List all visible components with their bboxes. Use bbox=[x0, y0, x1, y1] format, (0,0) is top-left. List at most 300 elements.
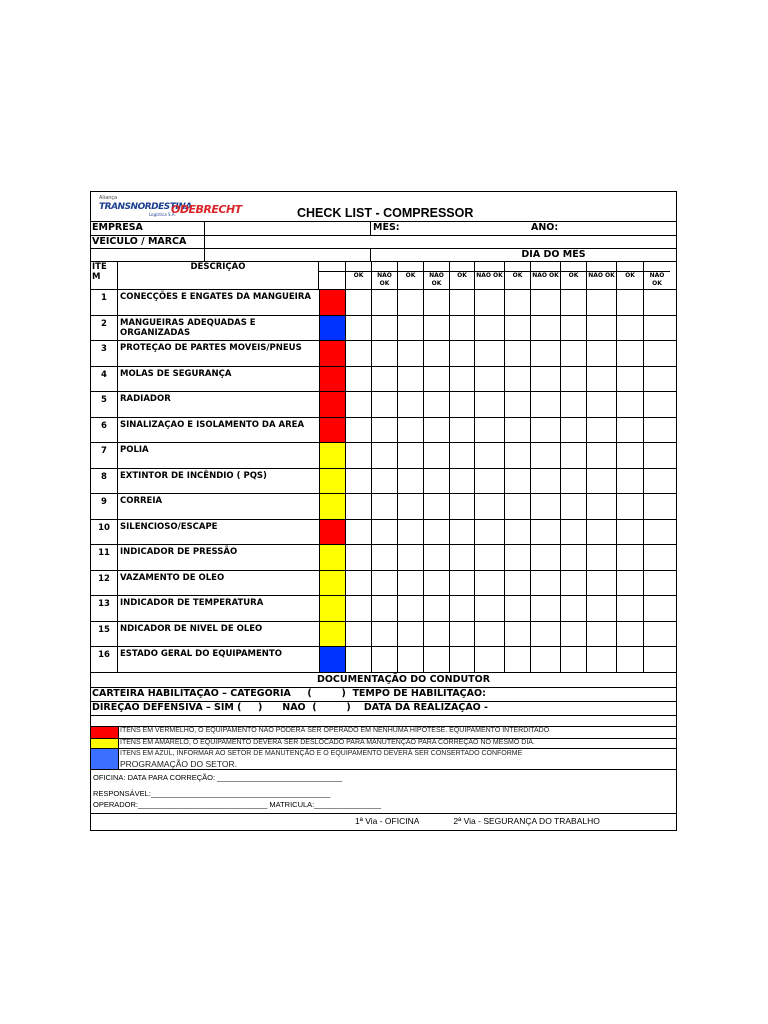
nao-ok-checkbox[interactable] bbox=[586, 596, 616, 621]
item-number: 7 bbox=[91, 443, 118, 468]
ok-checkbox[interactable] bbox=[504, 494, 530, 519]
nao-ok-checkbox[interactable] bbox=[474, 392, 504, 417]
logo-odebrecht: ODEBRECHT bbox=[171, 203, 242, 216]
nao-ok-checkbox[interactable] bbox=[586, 571, 616, 596]
item-description: MOLAS DE SEGURANÇA bbox=[120, 368, 232, 379]
severity-color-blue bbox=[319, 316, 345, 341]
ok-checkbox[interactable] bbox=[449, 469, 474, 494]
nao-ok-checkbox[interactable] bbox=[643, 622, 670, 647]
nao-ok-checkbox[interactable] bbox=[586, 341, 616, 366]
ok-checkbox[interactable] bbox=[504, 418, 530, 443]
item-description: INDICADOR DE TEMPERATURA bbox=[120, 598, 264, 608]
ok-checkbox[interactable] bbox=[345, 392, 371, 417]
ok-checkbox[interactable] bbox=[616, 520, 643, 545]
habilitacao-row bbox=[91, 688, 676, 702]
nao-ok-checkbox[interactable] bbox=[643, 545, 670, 570]
ok-checkbox[interactable] bbox=[345, 596, 371, 621]
ok-checkbox[interactable] bbox=[504, 596, 530, 621]
nao-ok-checkbox[interactable] bbox=[423, 622, 449, 647]
item-description: NDICADOR DE NIVEL DE OLEO bbox=[120, 623, 263, 634]
nao-ok-column-header bbox=[586, 262, 616, 289]
legend-blue bbox=[91, 749, 676, 770]
checklist-item-row bbox=[91, 494, 676, 520]
ok-checkbox[interactable] bbox=[560, 571, 586, 596]
legend-red-swatch bbox=[91, 727, 119, 738]
nao-ok-checkbox[interactable] bbox=[530, 290, 560, 315]
checklist-item-row bbox=[91, 443, 676, 469]
responsavel-line[interactable]: RESPONSÁVEL:___________________________________________ bbox=[93, 788, 331, 798]
ok-checkbox[interactable] bbox=[345, 367, 371, 392]
nao-ok-checkbox[interactable] bbox=[530, 545, 560, 570]
nao-ok-checkbox[interactable] bbox=[371, 316, 397, 341]
severity-color-yellow bbox=[319, 596, 345, 621]
item-description: CONECÇÕES E ENGATES DA MANGUEIRA bbox=[120, 292, 311, 302]
checklist-item-row bbox=[91, 571, 676, 597]
ok-checkbox[interactable] bbox=[560, 290, 586, 315]
nao-ok-checkbox[interactable] bbox=[530, 596, 560, 621]
day-headers bbox=[345, 262, 676, 289]
nao-ok-checkbox[interactable] bbox=[423, 469, 449, 494]
nao-ok-checkbox[interactable] bbox=[643, 341, 670, 366]
ok-checkbox[interactable] bbox=[449, 520, 474, 545]
nao-ok-checkbox[interactable] bbox=[643, 494, 670, 519]
company-logo bbox=[97, 195, 242, 219]
severity-color-yellow bbox=[319, 469, 345, 494]
ok-checkbox[interactable] bbox=[560, 494, 586, 519]
ok-checkbox[interactable] bbox=[616, 494, 643, 519]
ok-checkbox[interactable] bbox=[449, 443, 474, 468]
nao-ok-checkbox[interactable] bbox=[423, 290, 449, 315]
legend-yellow bbox=[91, 739, 676, 749]
item-number: 1 bbox=[91, 290, 118, 315]
nao-ok-checkbox[interactable] bbox=[474, 443, 504, 468]
ok-checkbox[interactable] bbox=[397, 469, 423, 494]
nao-ok-checkbox[interactable] bbox=[423, 571, 449, 596]
severity-color-red bbox=[319, 367, 345, 392]
nao-ok-checkbox[interactable] bbox=[530, 418, 560, 443]
direcao-defensiva-row bbox=[91, 702, 676, 716]
nao-ok-checkbox[interactable] bbox=[474, 596, 504, 621]
ok-column-header bbox=[345, 262, 371, 289]
nao-ok-checkbox[interactable] bbox=[371, 290, 397, 315]
ok-checkbox[interactable] bbox=[449, 545, 474, 570]
ok-checkbox[interactable] bbox=[560, 392, 586, 417]
ok-checkbox[interactable] bbox=[397, 443, 423, 468]
nao-ok-checkbox[interactable] bbox=[371, 341, 397, 366]
nao-ok-checkbox[interactable] bbox=[423, 443, 449, 468]
nao-ok-checkbox[interactable] bbox=[586, 545, 616, 570]
nao-ok-checkbox[interactable] bbox=[371, 571, 397, 596]
ok-checkbox[interactable] bbox=[504, 469, 530, 494]
legend-red bbox=[91, 727, 676, 739]
ok-checkbox[interactable] bbox=[560, 367, 586, 392]
severity-color-red bbox=[319, 392, 345, 417]
nao-ok-checkbox[interactable] bbox=[423, 341, 449, 366]
ok-checkbox[interactable] bbox=[616, 367, 643, 392]
ok-column-header bbox=[449, 262, 474, 289]
nao-ok-checkbox[interactable] bbox=[643, 443, 670, 468]
item-description: MANGUEIRAS ADEQUADAS E ORGANIZADAS bbox=[120, 317, 256, 338]
ok-checkbox[interactable] bbox=[345, 341, 371, 366]
ok-checkbox[interactable] bbox=[504, 367, 530, 392]
nao-ok-checkbox[interactable] bbox=[530, 469, 560, 494]
via-1: 1ª Via - OFICINA bbox=[355, 815, 420, 826]
item-number: 9 bbox=[91, 494, 118, 519]
severity-color-red bbox=[319, 341, 345, 366]
ok-column-header bbox=[560, 262, 586, 289]
blank-cell bbox=[91, 249, 205, 261]
ok-checkbox[interactable] bbox=[345, 622, 371, 647]
ok-checkbox[interactable] bbox=[397, 647, 423, 672]
ok-checkbox[interactable] bbox=[560, 596, 586, 621]
severity-color-red bbox=[319, 290, 345, 315]
ok-checkbox[interactable] bbox=[504, 622, 530, 647]
nao-ok-checkbox[interactable] bbox=[474, 571, 504, 596]
nao-ok-checkbox[interactable] bbox=[423, 520, 449, 545]
ok-checkbox[interactable] bbox=[449, 571, 474, 596]
legend-red-text: ITENS EM VERMELHO, O EQUIPAMENTO NÃO PODERÁ SER OPERADO EM NENHUMA HIPÓTESE. EQUIPAMENTO INTERDITADO bbox=[120, 726, 550, 734]
nao-ok-checkbox[interactable] bbox=[371, 443, 397, 468]
ok-checkbox[interactable] bbox=[345, 290, 371, 315]
ok-label: OK bbox=[457, 272, 467, 279]
nao-ok-checkbox[interactable] bbox=[423, 596, 449, 621]
documentacao-title: DOCUMENTAÇÃO DO CONDUTOR bbox=[316, 673, 491, 685]
ok-checkbox[interactable] bbox=[397, 392, 423, 417]
checklist-item-row bbox=[91, 418, 676, 444]
dia-do-mes-row bbox=[91, 249, 676, 262]
ok-checkbox[interactable] bbox=[449, 316, 474, 341]
severity-color-yellow bbox=[319, 494, 345, 519]
ok-checkbox[interactable] bbox=[560, 469, 586, 494]
ok-checkbox[interactable] bbox=[616, 647, 643, 672]
nao-ok-checkbox[interactable] bbox=[530, 443, 560, 468]
severity-color-yellow bbox=[319, 545, 345, 570]
nao-ok-checkbox[interactable] bbox=[474, 520, 504, 545]
nao-ok-checkbox[interactable] bbox=[371, 622, 397, 647]
ok-checkbox[interactable] bbox=[449, 622, 474, 647]
ok-checkbox[interactable] bbox=[616, 290, 643, 315]
dia-do-mes-label: DIA DO MÊS bbox=[521, 249, 586, 260]
ok-checkbox[interactable] bbox=[616, 443, 643, 468]
item-number: 12 bbox=[91, 571, 118, 596]
ok-checkbox[interactable] bbox=[397, 571, 423, 596]
nao-ok-column-header bbox=[530, 262, 560, 289]
nao-ok-checkbox[interactable] bbox=[474, 341, 504, 366]
nao-ok-checkbox[interactable] bbox=[586, 290, 616, 315]
descricao-header bbox=[118, 262, 319, 289]
nao-ok-checkbox[interactable] bbox=[643, 520, 670, 545]
ok-label: OK bbox=[405, 272, 416, 279]
empresa-row bbox=[91, 222, 676, 236]
grid-header bbox=[91, 262, 676, 290]
ok-checkbox[interactable] bbox=[504, 571, 530, 596]
nao-ok-checkbox[interactable] bbox=[530, 341, 560, 366]
ok-checkbox[interactable] bbox=[616, 316, 643, 341]
checklist-item-row bbox=[91, 469, 676, 495]
ano-label: ANO: bbox=[531, 222, 559, 233]
empresa-field[interactable] bbox=[205, 222, 371, 235]
mes-label: MÊS: bbox=[373, 222, 400, 233]
ok-column-header bbox=[616, 262, 643, 289]
item-number: 4 bbox=[91, 367, 118, 392]
color-header bbox=[319, 262, 345, 289]
ok-checkbox[interactable] bbox=[397, 341, 423, 366]
logo-alianca: Aliança bbox=[99, 195, 118, 201]
checklist-item-row bbox=[91, 622, 676, 648]
ok-checkbox[interactable] bbox=[397, 494, 423, 519]
nao-ok-checkbox[interactable] bbox=[474, 545, 504, 570]
ok-checkbox[interactable] bbox=[449, 392, 474, 417]
ok-checkbox[interactable] bbox=[345, 316, 371, 341]
ok-checkbox[interactable] bbox=[449, 341, 474, 366]
ok-checkbox[interactable] bbox=[560, 443, 586, 468]
ok-column-header bbox=[397, 262, 423, 289]
form-footer bbox=[91, 814, 676, 830]
ok-checkbox[interactable] bbox=[504, 647, 530, 672]
item-number: 10 bbox=[91, 520, 118, 545]
logo-logistica: Logística S.A. bbox=[149, 212, 176, 217]
item-description: PROTEÇAO DE PARTES MOVEIS/PNEUS bbox=[120, 343, 302, 353]
item-number: 13 bbox=[91, 596, 118, 621]
ok-checkbox[interactable] bbox=[397, 316, 423, 341]
direcao-defensiva-text: DIREÇÃO DEFENSIVA – SIM ( ) NÃO ( ) DATA DA REALIZAÇÃO - bbox=[92, 701, 488, 713]
item-number: 8 bbox=[91, 469, 118, 494]
severity-color-blue bbox=[319, 647, 345, 672]
ok-checkbox[interactable] bbox=[449, 596, 474, 621]
ok-checkbox[interactable] bbox=[345, 571, 371, 596]
legend-yellow-text: ITENS EM AMARELO, O EQUIPAMENTO DEVERÁ SER DESLOCADO PARA MANUTENÇÃO PARA CORREÇÃO NO MESMO DIA. bbox=[120, 738, 535, 746]
legend-blue-line2: PROGRAMAÇÃO DO SETOR. bbox=[120, 758, 237, 769]
nao-ok-checkbox[interactable] bbox=[423, 367, 449, 392]
ok-checkbox[interactable] bbox=[560, 622, 586, 647]
nao-ok-column-header bbox=[643, 262, 670, 289]
nao-ok-checkbox[interactable] bbox=[423, 647, 449, 672]
nao-ok-checkbox[interactable] bbox=[586, 469, 616, 494]
nao-ok-checkbox[interactable] bbox=[643, 596, 670, 621]
severity-color-red bbox=[319, 520, 345, 545]
item-description: SILENCIOSO/ESCAPE bbox=[120, 521, 218, 532]
ok-column-header bbox=[504, 262, 530, 289]
nao-ok-checkbox[interactable] bbox=[643, 571, 670, 596]
nao-ok-checkbox[interactable] bbox=[530, 622, 560, 647]
nao-ok-checkbox[interactable] bbox=[423, 545, 449, 570]
ok-checkbox[interactable] bbox=[397, 520, 423, 545]
descricao-label: DESCRIÇÃO bbox=[190, 262, 246, 272]
ok-checkbox[interactable] bbox=[560, 341, 586, 366]
nao-ok-checkbox[interactable] bbox=[586, 392, 616, 417]
nao-ok-label: NÃO OK bbox=[429, 272, 444, 287]
ok-checkbox[interactable] bbox=[345, 494, 371, 519]
checklist-item-row bbox=[91, 596, 676, 622]
nao-ok-checkbox[interactable] bbox=[586, 418, 616, 443]
nao-ok-checkbox[interactable] bbox=[474, 367, 504, 392]
habilitacao-text: CARTEIRA HABILITAÇÃO – CATEGORIA ( ) TEMPO DE HABILITAÇÃO: bbox=[92, 687, 486, 699]
item-header: ITE M bbox=[91, 262, 118, 289]
nao-ok-checkbox[interactable] bbox=[643, 316, 670, 341]
veiculo-label: VEICULO / MARCA bbox=[91, 236, 205, 248]
checklist-item-row bbox=[91, 290, 676, 316]
nao-ok-checkbox[interactable] bbox=[530, 571, 560, 596]
checklist-item-row bbox=[91, 341, 676, 367]
ok-checkbox[interactable] bbox=[504, 290, 530, 315]
nao-ok-checkbox[interactable] bbox=[530, 494, 560, 519]
ok-label: OK bbox=[625, 272, 635, 279]
ok-checkbox[interactable] bbox=[560, 647, 586, 672]
severity-color-yellow bbox=[319, 622, 345, 647]
legend-blue-line1: ITENS EM AZUL, INFORMAR AO SETOR DE MANUTENÇÃO E O EQUIPAMENTO DEVERÁ SER CONSERTADO CONFORME bbox=[120, 749, 523, 757]
ok-checkbox[interactable] bbox=[560, 418, 586, 443]
nao-ok-column-header bbox=[423, 262, 449, 289]
checklist-item-row bbox=[91, 545, 676, 571]
ok-checkbox[interactable] bbox=[616, 596, 643, 621]
nao-ok-checkbox[interactable] bbox=[371, 469, 397, 494]
via-2: 2ª Via - SEGURANÇA DO TRABALHO bbox=[453, 815, 600, 826]
checklist-item-row bbox=[91, 647, 676, 673]
nao-ok-label: NÃO OK bbox=[649, 272, 665, 287]
page-title: CHECK LIST - COMPRESSOR bbox=[297, 206, 474, 220]
nao-ok-checkbox[interactable] bbox=[530, 316, 560, 341]
ok-checkbox[interactable] bbox=[397, 367, 423, 392]
ok-checkbox[interactable] bbox=[504, 545, 530, 570]
nao-ok-checkbox[interactable] bbox=[586, 443, 616, 468]
ok-checkbox[interactable] bbox=[504, 443, 530, 468]
operador-line[interactable]: OPERADOR:_______________________________ MATRICULA:________________ bbox=[93, 799, 381, 809]
nao-ok-label: NÃO OK bbox=[476, 272, 503, 279]
ok-checkbox[interactable] bbox=[560, 545, 586, 570]
ok-checkbox[interactable] bbox=[449, 494, 474, 519]
item-number: 2 bbox=[91, 316, 118, 341]
nao-ok-checkbox[interactable] bbox=[371, 596, 397, 621]
nao-ok-checkbox[interactable] bbox=[474, 418, 504, 443]
nao-ok-checkbox[interactable] bbox=[586, 316, 616, 341]
checklist-form bbox=[90, 191, 677, 831]
ok-checkbox[interactable] bbox=[449, 290, 474, 315]
empresa-label: EMPRESA bbox=[91, 222, 205, 235]
ok-checkbox[interactable] bbox=[560, 520, 586, 545]
nao-ok-checkbox[interactable] bbox=[474, 647, 504, 672]
nao-ok-checkbox[interactable] bbox=[474, 469, 504, 494]
ok-checkbox[interactable] bbox=[345, 520, 371, 545]
nao-ok-label: NÃO OK bbox=[532, 272, 559, 279]
nao-ok-column-header bbox=[371, 262, 397, 289]
ok-checkbox[interactable] bbox=[616, 392, 643, 417]
nao-ok-checkbox[interactable] bbox=[586, 647, 616, 672]
nao-ok-checkbox[interactable] bbox=[423, 494, 449, 519]
nao-ok-checkbox[interactable] bbox=[530, 520, 560, 545]
ok-label: OK bbox=[353, 272, 364, 279]
ok-checkbox[interactable] bbox=[616, 341, 643, 366]
nao-ok-checkbox[interactable] bbox=[643, 418, 670, 443]
ok-checkbox[interactable] bbox=[504, 316, 530, 341]
nao-ok-checkbox[interactable] bbox=[474, 290, 504, 315]
nao-ok-checkbox[interactable] bbox=[586, 494, 616, 519]
veiculo-field[interactable] bbox=[205, 236, 676, 248]
ok-checkbox[interactable] bbox=[397, 418, 423, 443]
ok-checkbox[interactable] bbox=[504, 520, 530, 545]
legend-blue-swatch bbox=[91, 749, 119, 769]
nao-ok-checkbox[interactable] bbox=[423, 392, 449, 417]
item-description: VAZAMENTO DE OLEO bbox=[120, 572, 225, 583]
nao-ok-label: NÃO OK bbox=[377, 272, 392, 287]
nao-ok-checkbox[interactable] bbox=[474, 494, 504, 519]
item-description: ESTADO GERAL DO EQUIPAMENTO bbox=[120, 649, 282, 659]
ok-checkbox[interactable] bbox=[449, 367, 474, 392]
nao-ok-checkbox[interactable] bbox=[643, 392, 670, 417]
nao-ok-checkbox[interactable] bbox=[371, 545, 397, 570]
spacer-row bbox=[91, 716, 676, 727]
nao-ok-checkbox[interactable] bbox=[643, 290, 670, 315]
item-number: 6 bbox=[91, 418, 118, 443]
oficina-line[interactable]: OFICINA: DATA PARA CORREÇÃO: ______________________________ bbox=[93, 772, 343, 782]
ok-checkbox[interactable] bbox=[397, 596, 423, 621]
severity-color-red bbox=[319, 418, 345, 443]
item-description: SINALIZAÇAO E ISOLAMENTO DA AREA bbox=[120, 419, 305, 430]
nao-ok-checkbox[interactable] bbox=[423, 316, 449, 341]
item-number: 15 bbox=[91, 622, 118, 647]
item-description: RADIADOR bbox=[120, 394, 171, 404]
documentacao-title-row bbox=[91, 673, 676, 688]
nao-ok-checkbox[interactable] bbox=[643, 367, 670, 392]
nao-ok-checkbox[interactable] bbox=[586, 520, 616, 545]
logo-transnordestina: TRANSNORDESTINA bbox=[99, 202, 192, 212]
severity-color-yellow bbox=[319, 443, 345, 468]
nao-ok-checkbox[interactable] bbox=[586, 367, 616, 392]
nao-ok-checkbox[interactable] bbox=[643, 469, 670, 494]
item-number: 11 bbox=[91, 545, 118, 570]
nao-ok-checkbox[interactable] bbox=[423, 418, 449, 443]
checklist-item-row bbox=[91, 316, 676, 342]
ok-checkbox[interactable] bbox=[345, 418, 371, 443]
ok-checkbox[interactable] bbox=[616, 571, 643, 596]
nao-ok-checkbox[interactable] bbox=[371, 392, 397, 417]
ok-checkbox[interactable] bbox=[616, 545, 643, 570]
ok-checkbox[interactable] bbox=[397, 622, 423, 647]
nao-ok-checkbox[interactable] bbox=[371, 494, 397, 519]
ok-checkbox[interactable] bbox=[345, 647, 371, 672]
item-description: POLIA bbox=[120, 445, 149, 455]
checklist-item-row bbox=[91, 367, 676, 393]
ok-checkbox[interactable] bbox=[504, 392, 530, 417]
ok-checkbox[interactable] bbox=[345, 545, 371, 570]
nao-ok-checkbox[interactable] bbox=[371, 367, 397, 392]
ok-checkbox[interactable] bbox=[560, 316, 586, 341]
nao-ok-checkbox[interactable] bbox=[474, 316, 504, 341]
nao-ok-checkbox[interactable] bbox=[530, 647, 560, 672]
ok-checkbox[interactable] bbox=[504, 341, 530, 366]
nao-ok-checkbox[interactable] bbox=[371, 418, 397, 443]
nao-ok-checkbox[interactable] bbox=[371, 520, 397, 545]
nao-ok-checkbox[interactable] bbox=[530, 367, 560, 392]
ok-checkbox[interactable] bbox=[345, 469, 371, 494]
nao-ok-checkbox[interactable] bbox=[530, 392, 560, 417]
item-description: INDICADOR DE PRESSÃO bbox=[120, 547, 238, 557]
legend-blue-text bbox=[119, 749, 522, 769]
item-number: 3 bbox=[91, 341, 118, 366]
nao-ok-checkbox[interactable] bbox=[586, 622, 616, 647]
ok-checkbox[interactable] bbox=[616, 622, 643, 647]
ok-checkbox[interactable] bbox=[616, 418, 643, 443]
ok-checkbox[interactable] bbox=[449, 647, 474, 672]
nao-ok-checkbox[interactable] bbox=[474, 622, 504, 647]
ok-checkbox[interactable] bbox=[397, 545, 423, 570]
ok-checkbox[interactable] bbox=[616, 469, 643, 494]
legend-yellow-swatch bbox=[91, 739, 119, 748]
ok-checkbox[interactable] bbox=[345, 443, 371, 468]
ok-checkbox[interactable] bbox=[397, 290, 423, 315]
nao-ok-checkbox[interactable] bbox=[371, 647, 397, 672]
nao-ok-checkbox[interactable] bbox=[643, 647, 670, 672]
ok-checkbox[interactable] bbox=[449, 418, 474, 443]
